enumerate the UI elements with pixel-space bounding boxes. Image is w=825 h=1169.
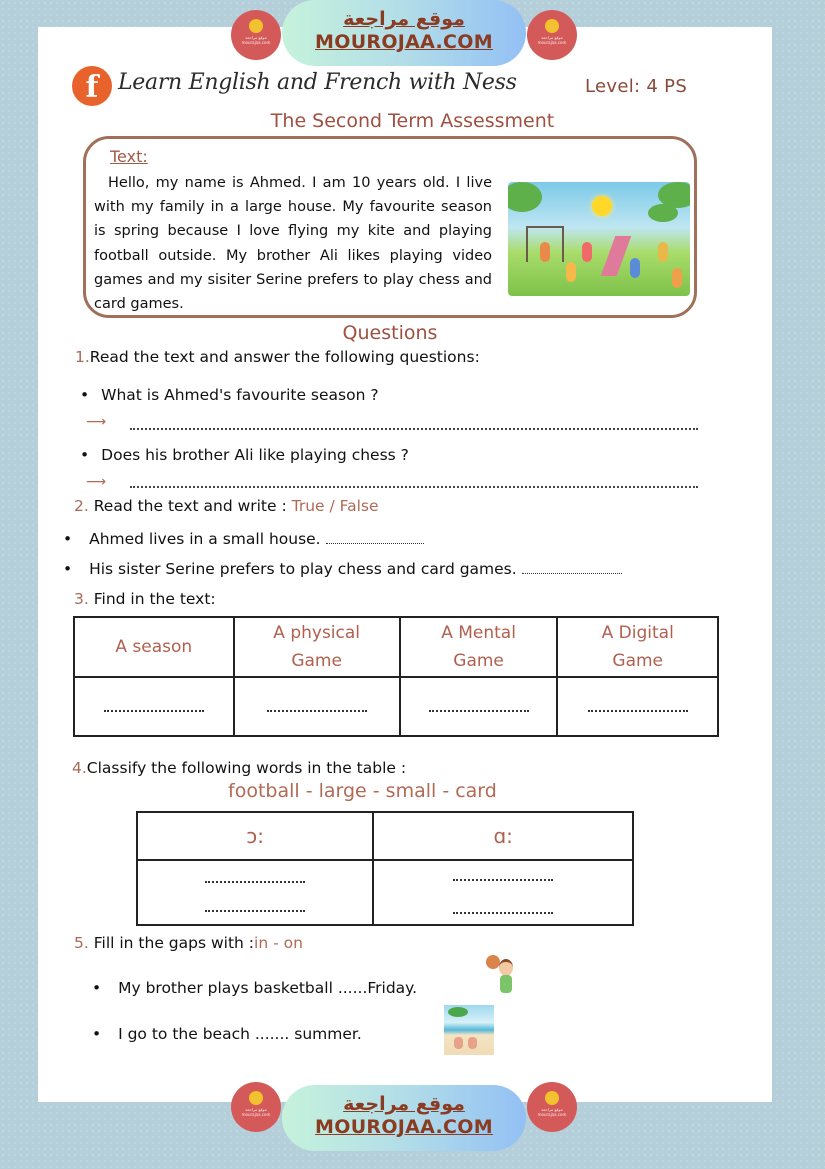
reading-text-box: [83, 136, 697, 318]
header-line: A physical: [273, 623, 361, 643]
q2-instruction-text: Read the text and write :: [93, 497, 287, 515]
table-header-physical-game: [234, 617, 400, 677]
brand-title: Learn English and French with Ness: [118, 70, 517, 95]
sentence-text: summer.: [289, 1025, 362, 1043]
q3-instruction-text: Find in the text:: [93, 590, 216, 608]
gap-blank[interactable]: ......: [337, 979, 368, 997]
answer-cell[interactable]: [373, 860, 633, 925]
book-icon: [249, 1091, 263, 1105]
answer-cell[interactable]: [400, 677, 558, 736]
q3-number: 3.: [74, 590, 89, 608]
playground-illustration: [508, 182, 690, 296]
badge-text: موقع مراجعة mourajaa.com: [241, 35, 271, 45]
banner-domain[interactable]: MOUROJAA.COM: [315, 1116, 493, 1138]
q5-options: in - on: [254, 934, 303, 952]
site-banner-top[interactable]: [282, 0, 526, 66]
site-banner-bottom[interactable]: [282, 1085, 526, 1151]
q2-statement-2-text: His sister Serine prefers to play chess and card games.: [89, 560, 517, 578]
q5-instruction-text: Fill in the gaps with :: [93, 934, 255, 952]
reading-passage: Hello, my name is Ahmed. I am 10 years old. I live with my family in a large house. My favourite season is spring because I love flying my kite and playing football outside. My brother Ali likes playing video games and my sisiter Serine prefers to play chess and card games.: [94, 175, 492, 313]
q1-answer-line-1[interactable]: [130, 428, 698, 430]
q1-question-2: • Does his brother Ali like playing chess ?: [80, 446, 409, 464]
q1-number: 1.: [75, 348, 90, 366]
table-header-open-o: ɔ:: [137, 812, 373, 860]
banner-arabic-title[interactable]: موقع مراجعة: [343, 8, 465, 30]
beach-illustration: [444, 1005, 494, 1055]
header-line: Game: [453, 651, 504, 671]
q5-sentence-2: [92, 1025, 362, 1043]
gap-blank[interactable]: .......: [254, 1025, 290, 1043]
arrow-icon: ⟶: [86, 474, 107, 490]
badge-text: موقع مراجعة mourajaa.com: [537, 35, 567, 45]
q1-instruction: [75, 348, 480, 366]
q5-instruction: [74, 934, 303, 952]
site-logo-badge: [527, 10, 577, 60]
header-line: A season: [115, 637, 193, 657]
questions-heading: Questions: [342, 322, 438, 344]
girl-basketball-illustration: [486, 953, 522, 999]
table-header-mental-game: [400, 617, 558, 677]
q4-word-list: football - large - small - card: [228, 780, 497, 802]
table-header-digital-game: [557, 617, 718, 677]
q3-instruction: [74, 590, 216, 608]
q2-answer-blank-2[interactable]: [522, 569, 622, 574]
table-header-season: [74, 617, 234, 677]
q2-answer-blank-1[interactable]: [326, 539, 424, 544]
q1-question-1: • What is Ahmed's favourite season ?: [80, 386, 379, 404]
q4-instruction: [72, 759, 406, 777]
answer-cell[interactable]: [234, 677, 400, 736]
arrow-icon: ⟶: [86, 414, 107, 430]
q2-instruction: [74, 497, 379, 515]
header-line: Game: [612, 651, 664, 671]
badge-text: موقع مراجعة mourajaa.com: [241, 1107, 271, 1117]
sun-icon: [592, 196, 612, 216]
q5-number: 5.: [74, 934, 89, 952]
answer-cell[interactable]: [74, 677, 234, 736]
q4-instruction-text: Classify the following words in the table :: [86, 759, 407, 777]
sentence-text: Friday.: [367, 979, 418, 997]
assessment-title: The Second Term Assessment: [270, 110, 555, 132]
site-logo-badge: [527, 1082, 577, 1132]
text-label: Text:: [110, 147, 148, 166]
site-logo-badge: [231, 10, 281, 60]
q2-statement-1: [63, 530, 424, 548]
q2-number: 2.: [74, 497, 89, 515]
badge-text: موقع مراجعة mourajaa.com: [537, 1107, 567, 1117]
q1-answer-line-2[interactable]: [130, 486, 698, 488]
level-label: Level: 4 PS: [585, 76, 688, 97]
book-icon: [545, 1091, 559, 1105]
header-line: A Mental: [441, 623, 516, 643]
table-header-long-a: ɑ:: [373, 812, 633, 860]
sentence-text: I go to the beach: [118, 1025, 255, 1043]
banner-domain[interactable]: MOUROJAA.COM: [315, 31, 493, 53]
classify-table: [136, 811, 634, 926]
q5-sentence-1: [92, 979, 417, 997]
find-in-text-table: [73, 616, 719, 737]
book-icon: [249, 19, 263, 33]
q4-number: 4.: [72, 759, 87, 777]
q1-instruction-text: Read the text and answer the following questions:: [89, 348, 480, 366]
sentence-text: My brother plays basketball: [118, 979, 338, 997]
facebook-icon: f: [72, 66, 112, 106]
answer-cell[interactable]: [137, 860, 373, 925]
site-logo-badge: [231, 1082, 281, 1132]
q2-options: True / False: [291, 497, 379, 515]
q2-statement-1-text: Ahmed lives in a small house.: [89, 530, 321, 548]
q2-statement-2: [63, 560, 622, 578]
answer-cell[interactable]: [557, 677, 718, 736]
header-line: A Digital: [601, 623, 674, 643]
header-line: Game: [291, 651, 342, 671]
banner-arabic-title[interactable]: موقع مراجعة: [343, 1093, 465, 1115]
book-icon: [545, 19, 559, 33]
